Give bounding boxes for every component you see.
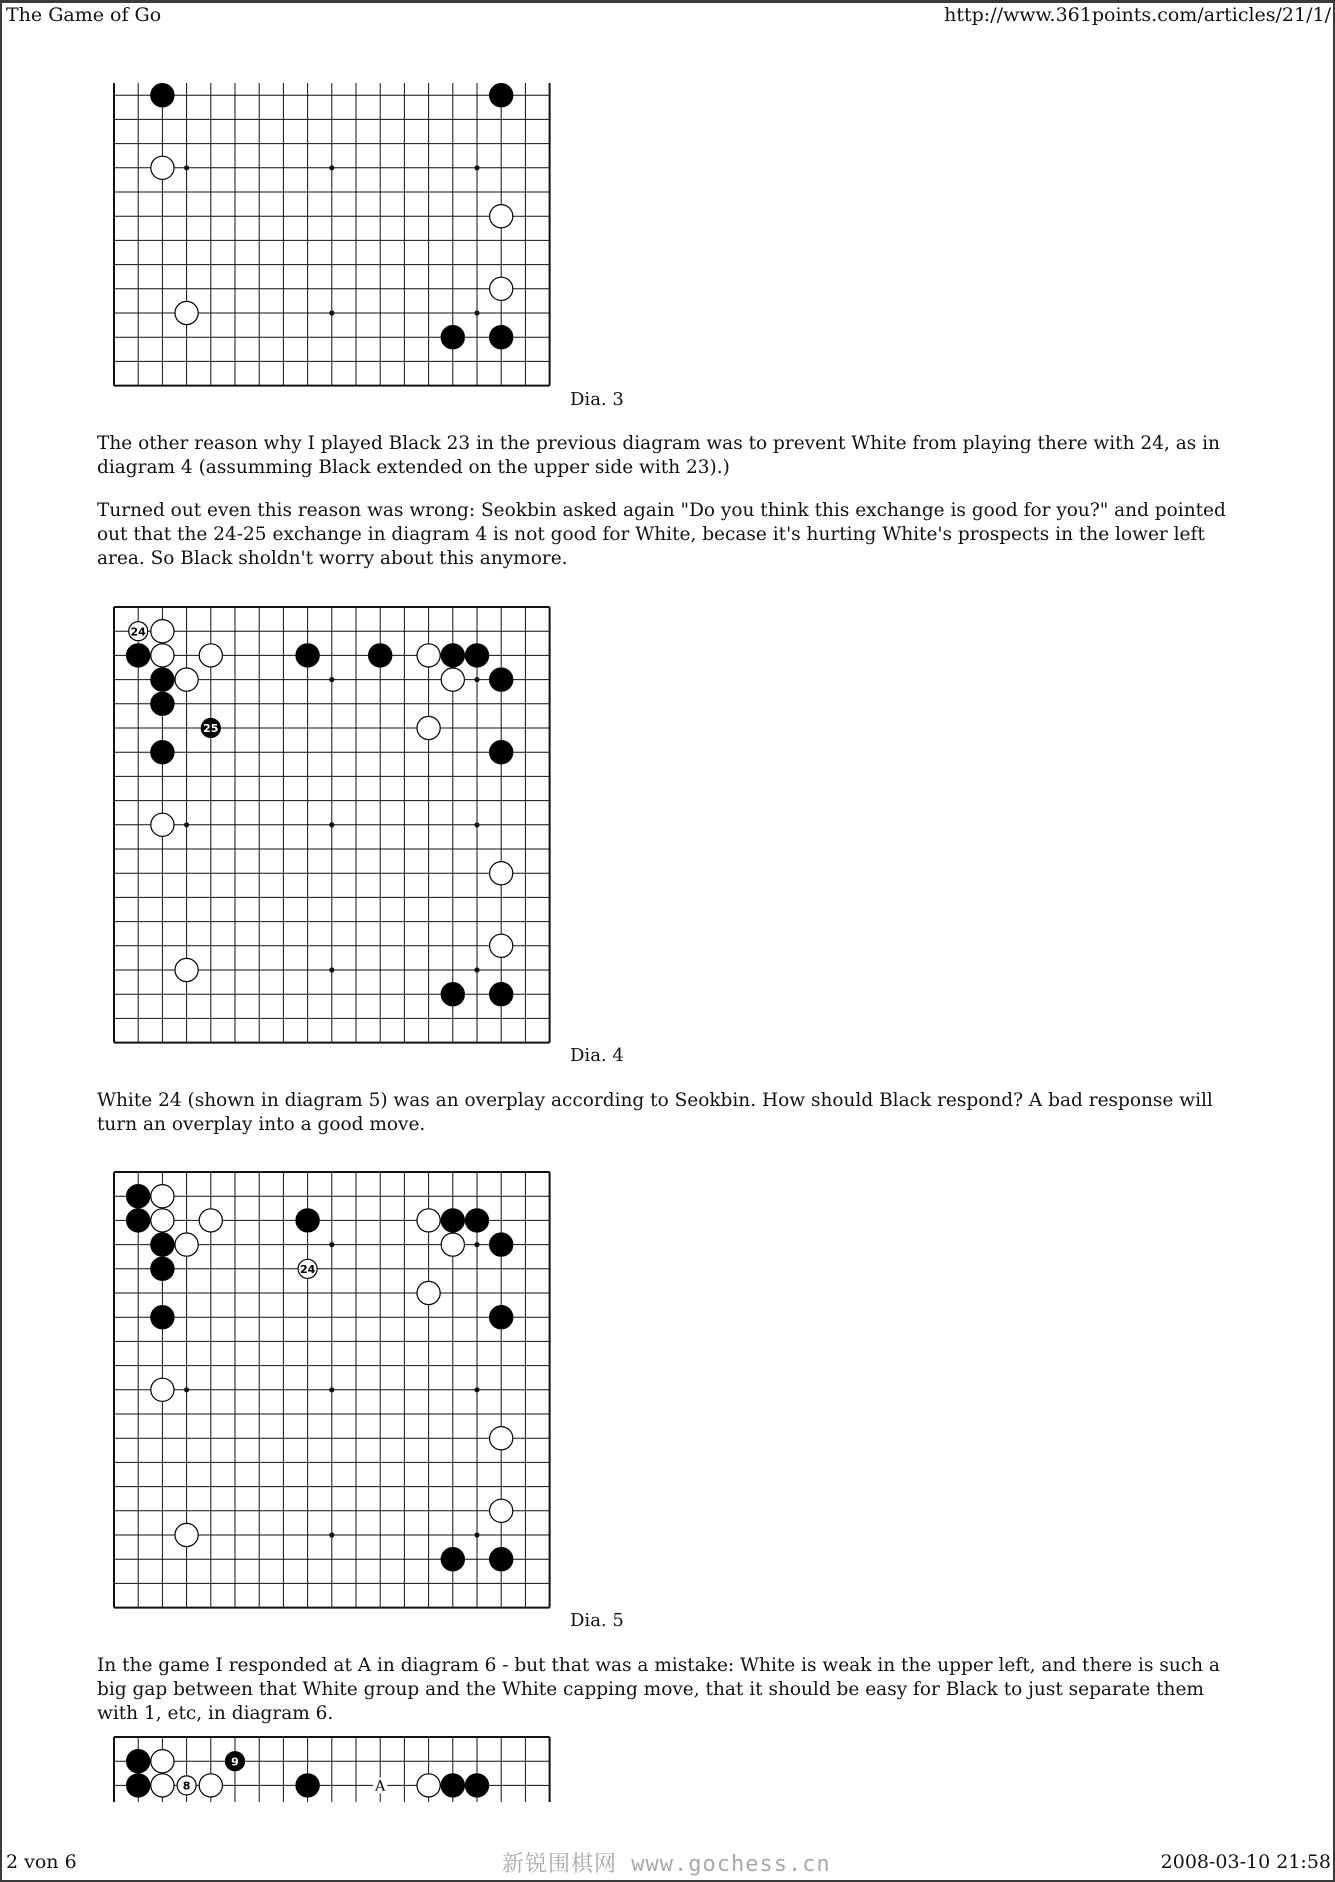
white-stone [490, 277, 513, 300]
black-stone [441, 644, 464, 667]
hoshi-point [329, 310, 334, 315]
black-stone [465, 1774, 488, 1797]
white-stone [417, 1209, 440, 1232]
go-board-diagram-5 [110, 1169, 554, 1619]
black-stone [441, 1774, 464, 1797]
stone-move-number: 24 [299, 1263, 316, 1276]
white-stone [490, 1499, 513, 1522]
hoshi-point [184, 1387, 189, 1392]
black-stone [151, 84, 174, 107]
black-stone [127, 1185, 150, 1208]
black-stone [441, 326, 464, 349]
hoshi-point [474, 1242, 479, 1247]
black-stone [296, 1209, 319, 1232]
black-stone [151, 1257, 174, 1280]
hoshi-point [329, 677, 334, 682]
black-stone [127, 1774, 150, 1797]
white-stone [151, 813, 174, 836]
black-stone [296, 1774, 319, 1797]
paragraph-3-text: White 24 (shown in diagram 5) was an overplay according to Seokbin. How should Black respond? A bad response will turn an overplay into a good move. [97, 1090, 1213, 1135]
black-stone [490, 1548, 513, 1571]
black-stone [441, 1209, 464, 1232]
diagram-5-caption: Dia. 5 [570, 1610, 624, 1631]
black-stone [127, 1750, 150, 1773]
hoshi-point [474, 165, 479, 170]
black-stone [490, 1306, 513, 1329]
hoshi-point [329, 1532, 334, 1537]
white-stone [175, 1233, 198, 1256]
paragraph-4-text: In the game I responded at A in diagram 6 - but that was a mistake: White is weak in the upper left, and there is such a big gap between that White group and the White capping move, that it should be easy for Black to just separate them with 1, etc, in diagram 6. [97, 1655, 1220, 1724]
white-stone [490, 934, 513, 957]
white-stone [151, 156, 174, 179]
hoshi-point [474, 1387, 479, 1392]
hoshi-point [184, 165, 189, 170]
black-stone [490, 741, 513, 764]
paragraph-2-text: Turned out even this reason was wrong: Seokbin asked again "Do you think this exchange is good for you?" and pointed out that the 24-25 exchange in diagram 4 is not good for White, becase it's hurting White's prospects in the lower left area. So Black sholdn't worry about this anymore. [97, 500, 1226, 569]
hoshi-point [329, 1242, 334, 1247]
paragraph-3 [97, 1089, 1237, 1137]
hoshi-point [474, 310, 479, 315]
hoshi-point [329, 822, 334, 827]
white-stone [175, 668, 198, 691]
hoshi-point [474, 1532, 479, 1537]
hoshi-point [184, 822, 189, 827]
black-stone [296, 644, 319, 667]
page-header-title: The Game of Go [6, 4, 162, 26]
watermark-text: 新锐围棋网 www.gochess.cn [502, 1852, 831, 1877]
black-stone [490, 84, 513, 107]
white-stone [151, 1185, 174, 1208]
paragraph-4 [97, 1654, 1237, 1726]
black-stone [127, 1209, 150, 1232]
stone-move-number: 8 [182, 1779, 191, 1793]
white-stone [175, 1523, 198, 1546]
white-stone [441, 668, 464, 691]
white-stone [490, 1427, 513, 1450]
go-board-diagram-3 [110, 83, 554, 393]
paragraph-1 [97, 432, 1237, 480]
hoshi-point [329, 165, 334, 170]
board-point-label: A [375, 1778, 386, 1795]
black-stone [490, 668, 513, 691]
black-stone [490, 326, 513, 349]
white-stone [490, 862, 513, 885]
black-stone [151, 692, 174, 715]
black-stone [151, 1306, 174, 1329]
stone-move-number: 9 [231, 1755, 239, 1769]
white-stone [199, 644, 222, 667]
page-header-url[interactable]: http://www.361points.com/articles/21/1/ [944, 4, 1331, 26]
white-stone [417, 1281, 440, 1304]
black-stone [490, 983, 513, 1006]
white-stone [151, 620, 174, 643]
black-stone [441, 983, 464, 1006]
page-footer-page-number: 2 von 6 [6, 1851, 77, 1873]
white-stone [151, 1209, 174, 1232]
black-stone [490, 1233, 513, 1256]
paragraph-1-text: The other reason why I played Black 23 in the previous diagram was to prevent White from playing there with 24, as in diagram 4 (assumming Black extended on the upper side with 23).) [97, 433, 1220, 478]
stone-move-number: 24 [130, 625, 146, 639]
page-footer-datetime: 2008-03-10 21:58 [1160, 1851, 1331, 1873]
hoshi-point [329, 1387, 334, 1392]
stone-move-number: 25 [203, 722, 219, 736]
go-board-diagram-4 [110, 604, 554, 1054]
white-stone [175, 958, 198, 981]
board-grid [114, 83, 550, 386]
diagram-3-caption: Dia. 3 [570, 389, 624, 410]
hoshi-point [474, 967, 479, 972]
white-stone [417, 644, 440, 667]
hoshi-point [474, 822, 479, 827]
white-stone [151, 644, 174, 667]
white-stone [199, 1774, 222, 1797]
black-stone [465, 644, 488, 667]
hoshi-point [474, 677, 479, 682]
black-stone [151, 1233, 174, 1256]
black-stone [151, 668, 174, 691]
white-stone [175, 301, 198, 324]
hoshi-point [329, 967, 334, 972]
black-stone [151, 741, 174, 764]
white-stone [441, 1233, 464, 1256]
black-stone [369, 644, 392, 667]
white-stone [417, 1774, 440, 1797]
white-stone [417, 716, 440, 739]
white-stone [151, 1750, 174, 1773]
white-stone [151, 1378, 174, 1401]
white-stone [151, 1774, 174, 1797]
black-stone [127, 644, 150, 667]
black-stone [465, 1209, 488, 1232]
go-board-diagram-6 [110, 1734, 554, 1802]
white-stone [199, 1209, 222, 1232]
black-stone [441, 1548, 464, 1571]
paragraph-2 [97, 499, 1237, 571]
white-stone [490, 205, 513, 228]
diagram-4-caption: Dia. 4 [570, 1045, 624, 1066]
